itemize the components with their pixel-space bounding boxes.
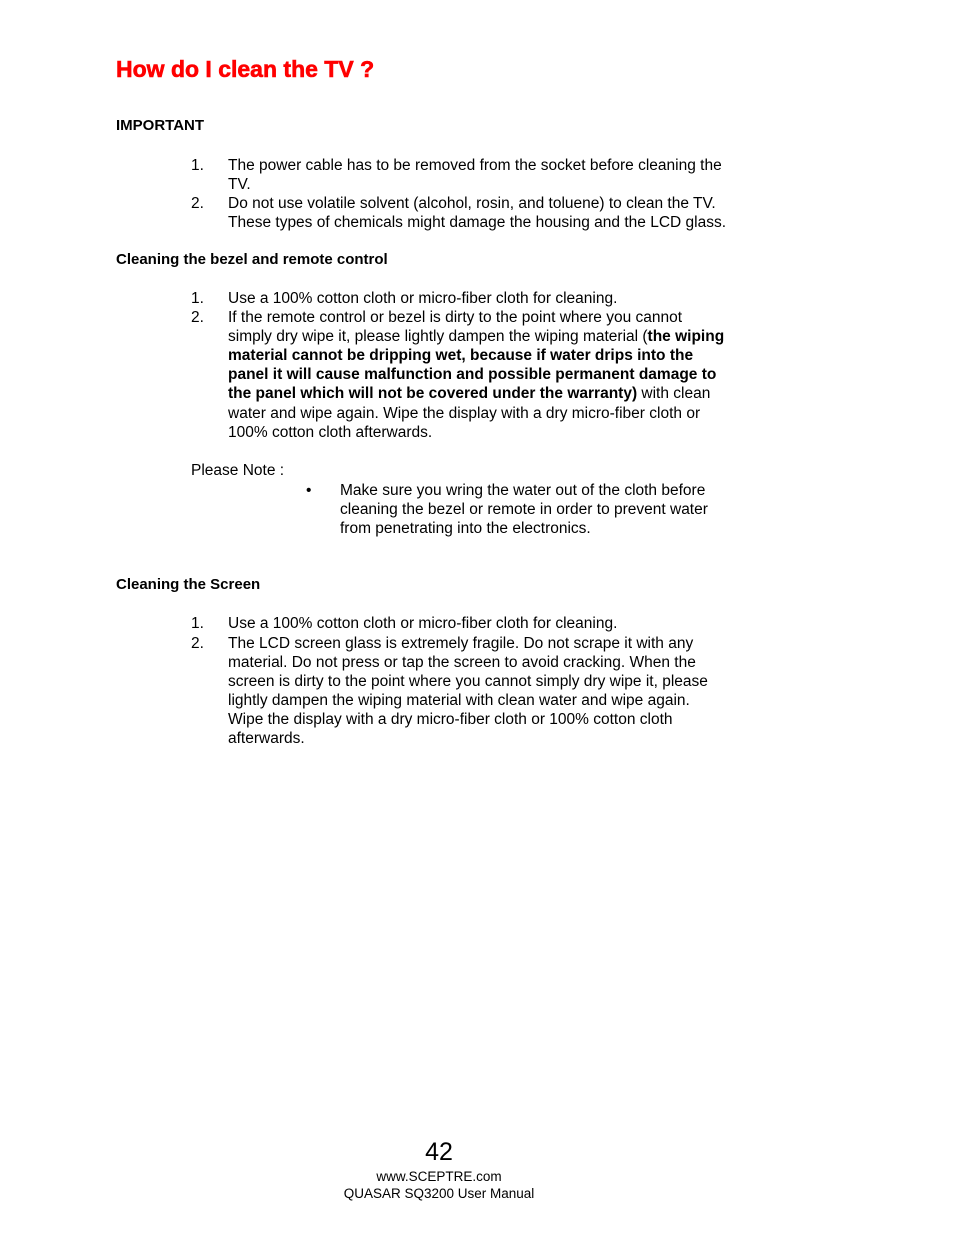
text-normal: simply dry wipe it, please lightly dampen the wiping material ( xyxy=(228,328,648,345)
list-item-text: screen is dirty to the point where you cannot simply dry wipe it, please xyxy=(228,673,708,690)
list-number: 2. xyxy=(191,309,204,326)
list-item-text-bold: material cannot be dripping wet, because if water drips into the xyxy=(228,347,694,364)
list-item-text xyxy=(228,327,724,346)
bezel-heading: Cleaning the bezel and remote control xyxy=(116,251,388,268)
footer-website: www.SCEPTRE.com xyxy=(376,1169,502,1184)
list-item-text: water and wipe again. Wipe the display with a dry micro-fiber cloth or xyxy=(228,405,701,422)
bullet-text: from penetrating into the electronics. xyxy=(340,520,591,537)
footer-manual: QUASAR SQ3200 User Manual xyxy=(343,1186,535,1201)
list-number: 1. xyxy=(191,157,204,174)
list-item-text: If the remote control or bezel is dirty to the point where you cannot xyxy=(228,309,683,326)
text-bold: the wiping xyxy=(647,328,725,345)
bullet-icon: • xyxy=(306,482,312,499)
bullet-text: cleaning the bezel or remote in order to prevent water xyxy=(340,501,708,518)
note-label: Please Note : xyxy=(191,462,285,479)
list-item-text: afterwards. xyxy=(228,730,305,747)
important-heading: IMPORTANT xyxy=(116,117,205,134)
list-item-text-bold: panel it will cause malfunction and possible permanent damage to xyxy=(228,366,717,383)
list-number: 2. xyxy=(191,195,204,212)
text-bold: the panel which will not be covered under the warranty) xyxy=(228,385,638,402)
list-item-text xyxy=(228,384,710,403)
list-item-text: Use a 100% cotton cloth or micro-fiber cloth for cleaning. xyxy=(228,615,618,632)
text-normal: with clean xyxy=(637,385,711,402)
screen-heading: Cleaning the Screen xyxy=(116,576,261,593)
bullet-text: Make sure you wring the water out of the cloth before xyxy=(340,482,706,499)
list-number: 1. xyxy=(191,290,204,307)
list-number: 2. xyxy=(191,635,204,652)
list-item-text: 100% cotton cloth afterwards. xyxy=(228,424,433,441)
list-item-text: Wipe the display with a dry micro-fiber cloth or 100% cotton cloth xyxy=(228,711,673,728)
list-item-text: The LCD screen glass is extremely fragile. Do not scrape it with any xyxy=(228,635,694,652)
list-item-text: material. Do not press or tap the screen to avoid cracking. When the xyxy=(228,654,696,671)
list-item-text: Do not use volatile solvent (alcohol, rosin, and toluene) to clean the TV. xyxy=(228,195,716,212)
page-title: How do I clean the TV ? xyxy=(116,56,375,82)
list-item-text: The power cable has to be removed from the socket before cleaning the xyxy=(228,157,722,174)
list-item-text: TV. xyxy=(228,176,251,193)
list-item-text: lightly dampen the wiping material with clean water and wipe again. xyxy=(228,692,690,709)
list-item-text: These types of chemicals might damage the housing and the LCD glass. xyxy=(228,214,726,231)
list-item-text: Use a 100% cotton cloth or micro-fiber cloth for cleaning. xyxy=(228,290,618,307)
list-number: 1. xyxy=(191,615,204,632)
page-number: 42 xyxy=(425,1138,453,1166)
